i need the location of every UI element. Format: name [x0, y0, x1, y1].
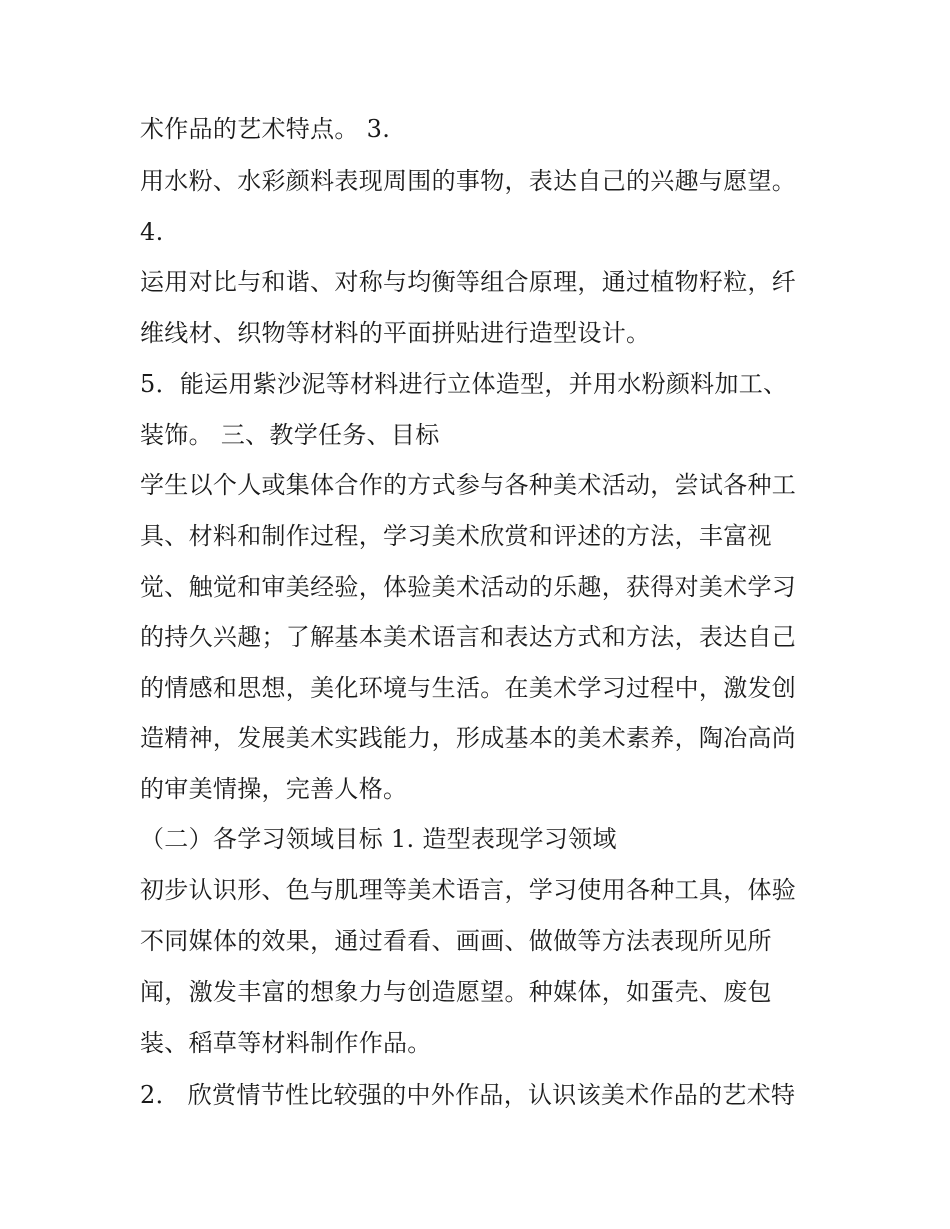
text-line: 用水粉、水彩颜料表现周围的事物，表达自己的兴趣与愿望。 — [140, 167, 797, 195]
text-line: 造精神，发展美术实践能力，形成基本的美术素养，陶冶高尚 — [140, 724, 797, 752]
text-line: 初步认识形、色与肌理等美术语言，学习使用各种工具，体验 — [140, 876, 797, 904]
text-line: 运用对比与和谐、对称与均衡等组合原理，通过植物籽粒，纤 — [140, 268, 797, 296]
text-line: 4. — [140, 218, 164, 246]
text-line: 的审美情操，完善人格。 — [140, 775, 408, 803]
text-line: 不同媒体的效果，通过看看、画画、做做等方法表现所见所 — [140, 927, 772, 955]
text-line: 觉、触觉和审美经验，体验美术活动的乐趣，获得对美术学习 — [140, 573, 797, 601]
text-line: 2． 欣赏情节性比较强的中外作品，认识该美术作品的艺术特 — [140, 1081, 796, 1109]
text-line: 装饰。 三、教学任务、目标 — [140, 421, 440, 449]
text-line: 5．能运用紫沙泥等材料进行立体造型，并用水粉颜料加工、 — [140, 370, 788, 398]
text-line: 维线材、织物等材料的平面拼贴进行造型设计。 — [140, 319, 651, 347]
text-line: 学生以个人或集体合作的方式参与各种美术活动，尝试各种工 — [140, 471, 797, 499]
text-line: 闻，激发丰富的想象力与创造愿望。种媒体，如蛋壳、废包 — [140, 978, 772, 1006]
text-line: 的持久兴趣；了解基本美术语言和表达方式和方法，表达自己 — [140, 623, 797, 651]
text-line: 具、材料和制作过程，学习美术欣赏和评述的方法，丰富视 — [140, 522, 772, 550]
text-line: 装、稻草等材料制作作品。 — [140, 1029, 432, 1057]
text-line: 的情感和思想，美化环境与生活。在美术学习过程中，激发创 — [140, 674, 797, 702]
text-line: （二）各学习领域目标 1. 造型表现学习领域 — [140, 825, 617, 853]
text-line: 术作品的艺术特点。 3. — [140, 115, 391, 143]
